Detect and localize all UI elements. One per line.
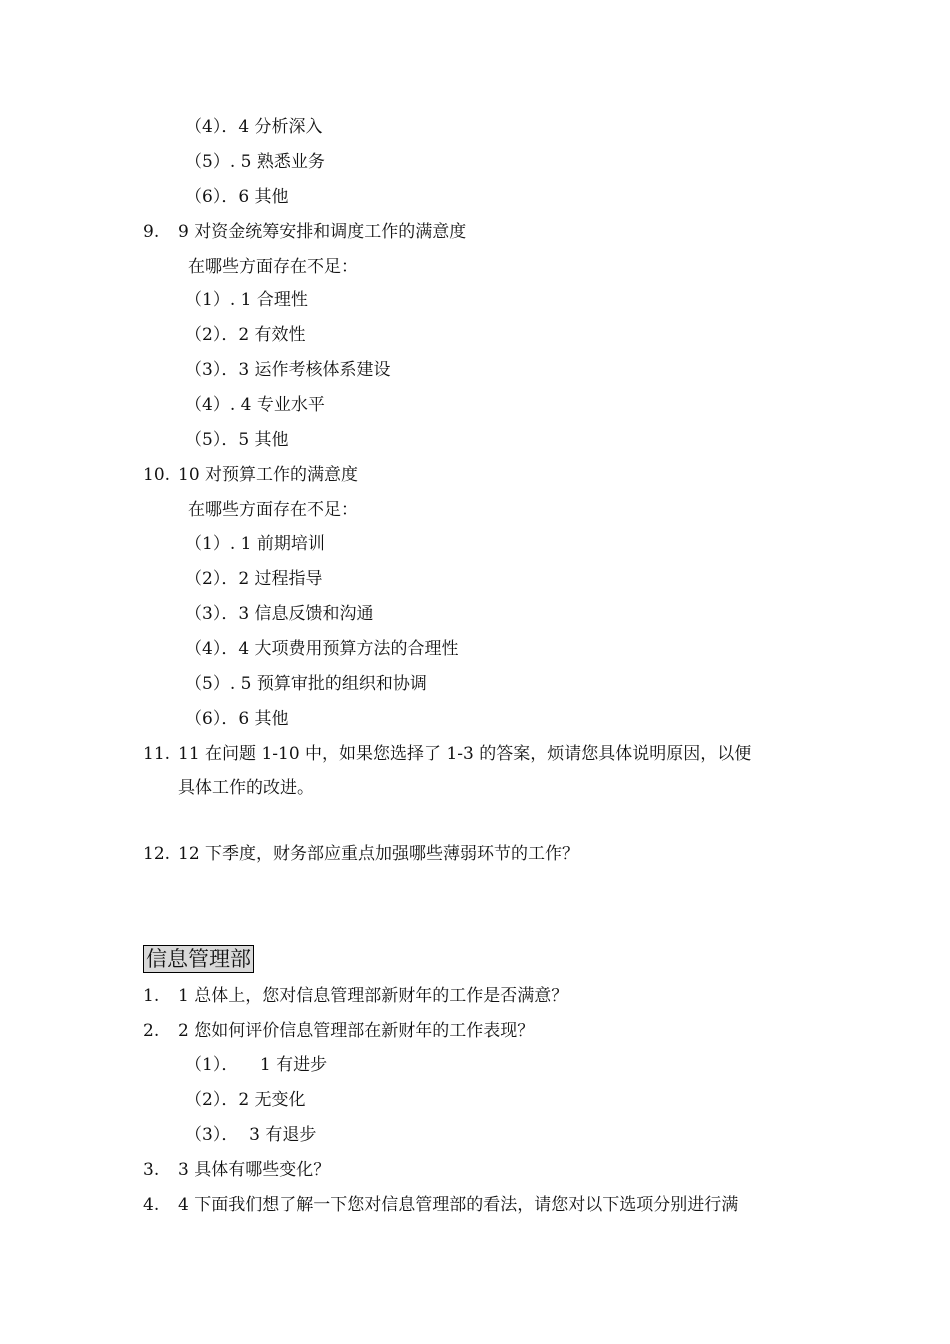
question-number: 10. <box>143 465 171 485</box>
option-item: （3）．3 运作考核体系建设 <box>185 360 391 380</box>
question-number: 3. <box>143 1160 160 1180</box>
option-item: （1）． 1 有进步 <box>185 1055 328 1075</box>
question-text: 12 下季度，财务部应重点加强哪些薄弱环节的工作？ <box>178 844 580 864</box>
section-heading: 信息管理部 <box>143 945 254 973</box>
option-item: （1）. 1 合理性 <box>185 290 308 310</box>
option-item: （3）．3 信息反馈和沟通 <box>185 604 374 624</box>
option-item: （2）．2 无变化 <box>185 1090 306 1110</box>
option-item: （3）． 3 有退步 <box>185 1125 317 1145</box>
question-subprompt: 在哪些方面存在不足： <box>188 500 358 520</box>
option-item: （4）．4 大项费用预算方法的合理性 <box>185 639 459 659</box>
question-text: 3 具体有哪些变化？ <box>178 1160 331 1180</box>
question-text: 2 您如何评价信息管理部在新财年的工作表现？ <box>178 1021 535 1041</box>
question-text: 11 在问题 1-10 中，如果您选择了 1-3 的答案，烦请您具体说明原因，以便 <box>178 744 752 764</box>
question-number: 9. <box>143 222 160 242</box>
option-item: （4）．4 分析深入 <box>185 117 323 137</box>
question-text: 4 下面我们想了解一下您对信息管理部的看法，请您对以下选项分别进行满 <box>178 1195 739 1215</box>
question-text: 9 对资金统筹安排和调度工作的满意度 <box>178 222 467 242</box>
question-text: 1 总体上，您对信息管理部新财年的工作是否满意？ <box>178 986 569 1006</box>
question-number: 2. <box>143 1021 160 1041</box>
option-item: （5）. 5 预算审批的组织和协调 <box>185 674 427 694</box>
question-number: 12. <box>143 844 171 864</box>
option-item: （6）．6 其他 <box>185 187 289 207</box>
question-text-continued: 具体工作的改进。 <box>178 778 314 798</box>
option-item: （1）. 1 前期培训 <box>185 534 325 554</box>
question-number: 1. <box>143 986 160 1006</box>
option-item: （4）. 4 专业水平 <box>185 395 325 415</box>
option-item: （2）．2 过程指导 <box>185 569 323 589</box>
question-number: 4. <box>143 1195 160 1215</box>
question-number: 11. <box>143 744 171 764</box>
option-item: （5）．5 其他 <box>185 430 289 450</box>
question-subprompt: 在哪些方面存在不足： <box>188 257 358 277</box>
question-text: 10 对预算工作的满意度 <box>178 465 359 485</box>
option-item: （5）. 5 熟悉业务 <box>185 152 325 172</box>
option-item: （2）．2 有效性 <box>185 325 306 345</box>
option-item: （6）．6 其他 <box>185 709 289 729</box>
